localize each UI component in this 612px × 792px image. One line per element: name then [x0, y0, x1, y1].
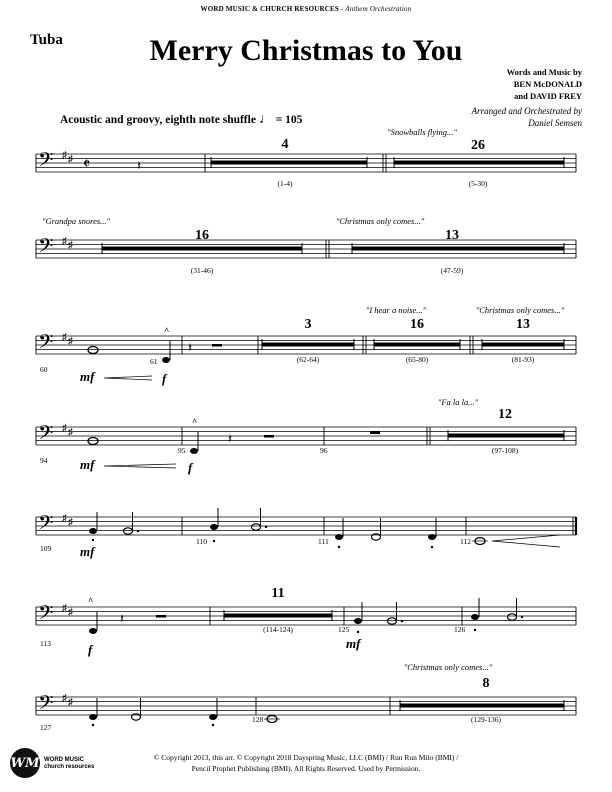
quarter-note: [428, 534, 436, 540]
dynamic-f: f: [162, 371, 167, 386]
logo-line-2: church resources: [44, 764, 95, 770]
measure-number: 109: [40, 544, 52, 553]
measure-number: 110: [196, 537, 207, 546]
key-signature-sharp-icon: ♯: [62, 423, 67, 434]
quarter-rest-icon: 𝄽: [137, 158, 141, 173]
arranger-line-2: Daniel Semsen: [528, 118, 582, 128]
cue-text: "Grandpa snores...": [41, 216, 111, 226]
tempo-value: = 105: [275, 114, 303, 126]
cue-text: "Christmas only comes...": [403, 662, 493, 672]
measure-range: (129-136): [471, 715, 501, 724]
cue-text: "Christmas only comes...": [475, 305, 565, 315]
bass-clef-icon: 𝄢: [38, 423, 54, 449]
multirest-count: 12: [498, 407, 512, 422]
half-rest: [264, 435, 274, 438]
quarter-rest-icon: 𝄽: [188, 340, 192, 355]
measure-number: 61: [150, 357, 158, 366]
quarter-note: [335, 534, 343, 540]
system-3: [38, 305, 565, 386]
staccato-dot: [213, 540, 215, 542]
dynamic-f: f: [88, 642, 93, 657]
measure-number: 112: [460, 537, 471, 546]
measure-range: (31-46): [190, 266, 214, 275]
multirest-bar: [352, 247, 564, 251]
multirest-count: 4: [281, 137, 289, 152]
whole-note: [88, 347, 98, 354]
bass-clef-icon: 𝄢: [38, 150, 54, 176]
key-signature-sharp-icon: ♯: [68, 697, 73, 708]
staccato-dot: [338, 546, 340, 548]
measure-number: 126: [454, 625, 466, 634]
bass-clef-icon: 𝄢: [38, 332, 54, 358]
dynamic-mf: mf: [80, 457, 95, 472]
quarter-note: [89, 714, 97, 720]
staccato-dot: [474, 629, 476, 631]
multirest-bar: [262, 343, 354, 347]
measure-number: 111: [318, 537, 329, 546]
augmentation-dot: [137, 530, 139, 532]
key-signature-sharp-icon: ♯: [62, 603, 67, 614]
system-1: [38, 127, 564, 188]
multirest-count: 11: [271, 586, 285, 601]
cue-text: "Christmas only comes...": [335, 216, 425, 226]
quarter-note: [210, 524, 218, 530]
quarter-rest-icon: 𝄽: [120, 611, 124, 626]
accent-mark: ^: [88, 596, 94, 606]
measure-range: (47-59): [440, 266, 464, 275]
quarter-rest-icon: 𝄽: [228, 431, 232, 446]
bass-clef-icon: 𝄢: [38, 693, 54, 719]
quarter-note: [190, 448, 198, 454]
multirest-bar: [224, 614, 332, 618]
multirest-bar: [482, 343, 564, 347]
staccato-dot: [92, 539, 94, 541]
measure-range: (1-4): [277, 179, 293, 188]
accent-mark: ^: [192, 417, 198, 427]
measure-range: (114-124): [263, 625, 293, 634]
measure-number: 96: [320, 446, 328, 455]
measure-number: 128: [252, 715, 264, 724]
credits-line-3: and DAVID FREY: [514, 91, 582, 101]
crescendo-hairpin: [104, 464, 176, 468]
quarter-note: [471, 614, 479, 620]
multirest-bar: [394, 161, 564, 165]
key-signature-sharp-icon: ♯: [62, 150, 67, 161]
dynamic-mf: mf: [80, 369, 95, 384]
system-5: [38, 508, 560, 559]
staccato-dot: [431, 546, 433, 548]
measure-range: (5-30): [468, 179, 488, 188]
page-title: Merry Christmas to You: [149, 34, 463, 67]
arranger-line-1: Arranged and Orchestrated by: [471, 106, 582, 116]
multirest-bar: [400, 704, 564, 708]
bass-clef-icon: 𝄢: [38, 603, 54, 629]
crescendo-hairpin: [492, 535, 560, 547]
publisher-name: WORD MUSIC & CHURCH RESOURCES: [200, 5, 339, 13]
staccato-dot: [212, 724, 214, 726]
quarter-note: [89, 628, 97, 634]
key-signature-sharp-icon: ♯: [68, 427, 73, 438]
multirest-bar: [102, 247, 302, 251]
quarter-note: [162, 357, 170, 363]
bass-clef-icon: 𝄢: [38, 236, 54, 262]
augmentation-dot: [401, 620, 403, 622]
measure-range: (62-64): [296, 355, 320, 364]
dotted-half-note: [388, 618, 397, 624]
dynamic-mf: mf: [346, 636, 361, 651]
quarter-note: [89, 528, 97, 534]
system-2: [38, 216, 564, 275]
key-signature-sharp-icon: ♯: [68, 517, 73, 528]
dotted-half-note: [124, 528, 133, 534]
system-6: [38, 586, 523, 657]
whole-note: [88, 438, 98, 445]
cue-text: "Snowballs flying...": [387, 127, 457, 137]
dynamic-f: f: [188, 460, 193, 475]
measure-range: (97-108): [491, 446, 519, 455]
measure-number: 60: [40, 365, 48, 374]
measure-number: 95: [178, 446, 186, 455]
whole-rest: [370, 431, 380, 434]
multirest-count: 26: [471, 138, 485, 153]
copyright-line-1: © Copyright 2013, this arr. © Copyright 2018 Dayspring Music, LLC (BMI) / Run Run Milo (BMI) /: [153, 753, 459, 762]
key-signature-sharp-icon: ♯: [62, 332, 67, 343]
measure-number: 125: [338, 625, 350, 634]
publisher-subtitle: - Anthem Orchestration: [338, 5, 412, 13]
accent-mark: ^: [164, 326, 170, 336]
measure-number: 127: [40, 723, 52, 732]
part-name: Tuba: [30, 32, 63, 48]
multirest-bar: [374, 343, 460, 347]
key-signature-sharp-icon: ♯: [68, 607, 73, 618]
credits-line-1: Words and Music by: [506, 67, 582, 77]
augmentation-dot: [265, 526, 267, 528]
quarter-note-icon: ♩: [258, 112, 273, 127]
multirest-count: 13: [445, 228, 459, 243]
crescendo-hairpin: [104, 376, 152, 380]
multirest-count: 13: [516, 317, 530, 332]
multirest-count: 16: [195, 228, 209, 243]
word-music-logo: WM: [10, 748, 40, 778]
staccato-dot: [357, 631, 359, 633]
multirest-count: 16: [410, 317, 424, 332]
key-signature-sharp-icon: ♯: [62, 693, 67, 704]
key-signature-sharp-icon: ♯: [62, 236, 67, 247]
quarter-note: [209, 714, 217, 720]
cue-text: "Fa la la...": [437, 397, 479, 407]
copyright-line-2: Pencil Prophet Publishing (BMI). All Rights Reserved. Used by Permission.: [191, 764, 421, 773]
measure-number: 113: [40, 639, 51, 648]
key-signature-sharp-icon: ♯: [62, 513, 67, 524]
half-rest: [156, 615, 166, 618]
key-signature-sharp-icon: ♯: [68, 154, 73, 165]
tempo-text: Acoustic and groovy, eighth note shuffle: [60, 114, 256, 126]
measure-range: (81-93): [511, 355, 535, 364]
dotted-half-note: [508, 614, 517, 620]
bass-clef-icon: 𝄢: [38, 513, 54, 539]
credits-line-2: BEN McDONALD: [513, 79, 582, 89]
logo-line-1: WORD MUSIC: [44, 757, 84, 763]
staccato-dot: [92, 724, 94, 726]
augmentation-dot: [521, 616, 523, 618]
multirest-count: 3: [304, 317, 312, 332]
key-signature-sharp-icon: ♯: [68, 336, 73, 347]
multirest-bar: [211, 161, 367, 165]
measure-number: 94: [40, 456, 48, 465]
multirest-bar: [448, 434, 564, 438]
cut-time-icon: 𝄵: [83, 156, 91, 173]
key-signature-sharp-icon: ♯: [68, 240, 73, 251]
quarter-note: [354, 618, 362, 624]
multirest-count: 8: [482, 676, 490, 691]
half-rest: [212, 344, 222, 347]
dotted-half-note: [252, 524, 261, 530]
dynamic-mf: mf: [80, 544, 95, 559]
measure-range: (65-80): [405, 355, 429, 364]
cue-text: "I hear a noise...": [365, 305, 427, 315]
copyright-notice: [0, 752, 612, 774]
